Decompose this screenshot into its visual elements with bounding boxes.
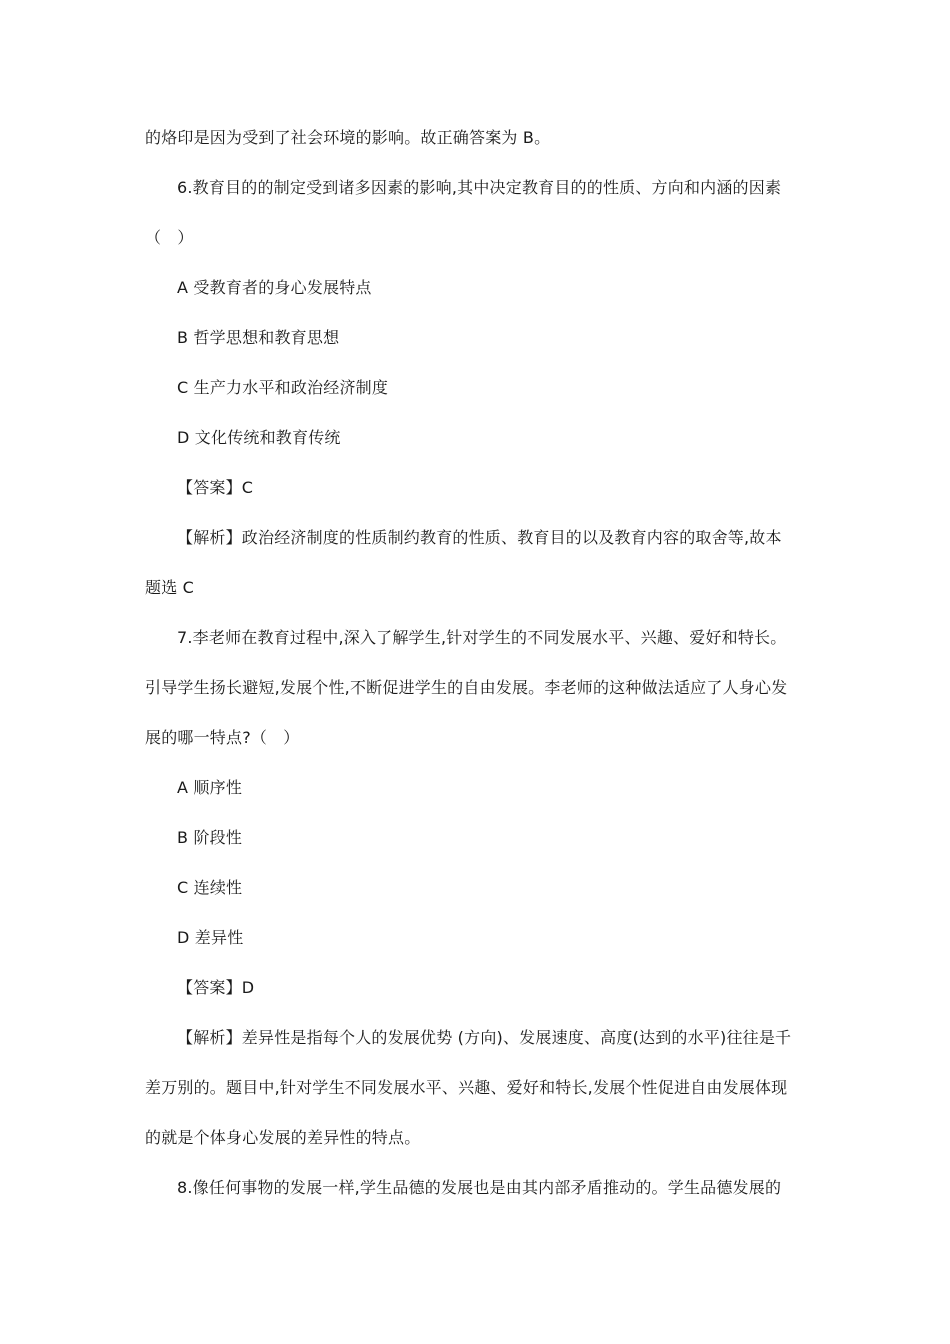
question-7-stem: 7.李老师在教育过程中,深入了解学生,针对学生的不同发展水平、兴趣、爱好和特长。	[177, 628, 787, 647]
question-6-option-d: D 文化传统和教育传统	[177, 428, 341, 447]
question-7-stem-end: 展的哪一特点?（ ）	[145, 728, 300, 747]
text-line: 的烙印是因为受到了社会环境的影响。故正确答案为 B。	[145, 128, 551, 147]
question-6-option-b: B 哲学思想和教育思想	[177, 328, 340, 347]
question-7-answer: 【答案】D	[177, 978, 255, 997]
question-6-blank: （ ）	[145, 228, 194, 247]
question-7-option-d: D 差异性	[177, 928, 244, 947]
question-6-option-c: C 生产力水平和政治经济制度	[177, 378, 389, 397]
question-6-analysis: 【解析】政治经济制度的性质制约教育的性质、教育目的以及教育内容的取舍等,故本	[177, 528, 782, 547]
question-7-option-c: C 连续性	[177, 878, 243, 897]
question-7-analysis-end: 的就是个体身心发展的差异性的特点。	[145, 1128, 421, 1147]
question-6-answer: 【答案】C	[177, 478, 254, 497]
question-7-stem-cont: 引导学生扬长避短,发展个性,不断促进学生的自由发展。李老师的这种做法适应了人身心发	[145, 678, 788, 697]
question-8-stem: 8.像任何事物的发展一样,学生品德的发展也是由其内部矛盾推动的。学生品德发展的	[177, 1178, 782, 1197]
question-7-analysis-cont: 差万别的。题目中,针对学生不同发展水平、兴趣、爱好和特长,发展个性促进自由发展体现	[145, 1078, 788, 1097]
question-6-analysis-cont: 题选 C	[145, 578, 195, 597]
question-7-option-b: B 阶段性	[177, 828, 243, 847]
question-7-option-a: A 顺序性	[177, 778, 243, 797]
question-6-option-a: A 受教育者的身心发展特点	[177, 278, 372, 297]
question-6-stem: 6.教育目的的制定受到诸多因素的影响,其中决定教育目的的性质、方向和内涵的因素	[177, 178, 782, 197]
question-7-analysis: 【解析】差异性是指每个人的发展优势 (方向)、发展速度、高度(达到的水平)往往是千	[177, 1028, 792, 1047]
